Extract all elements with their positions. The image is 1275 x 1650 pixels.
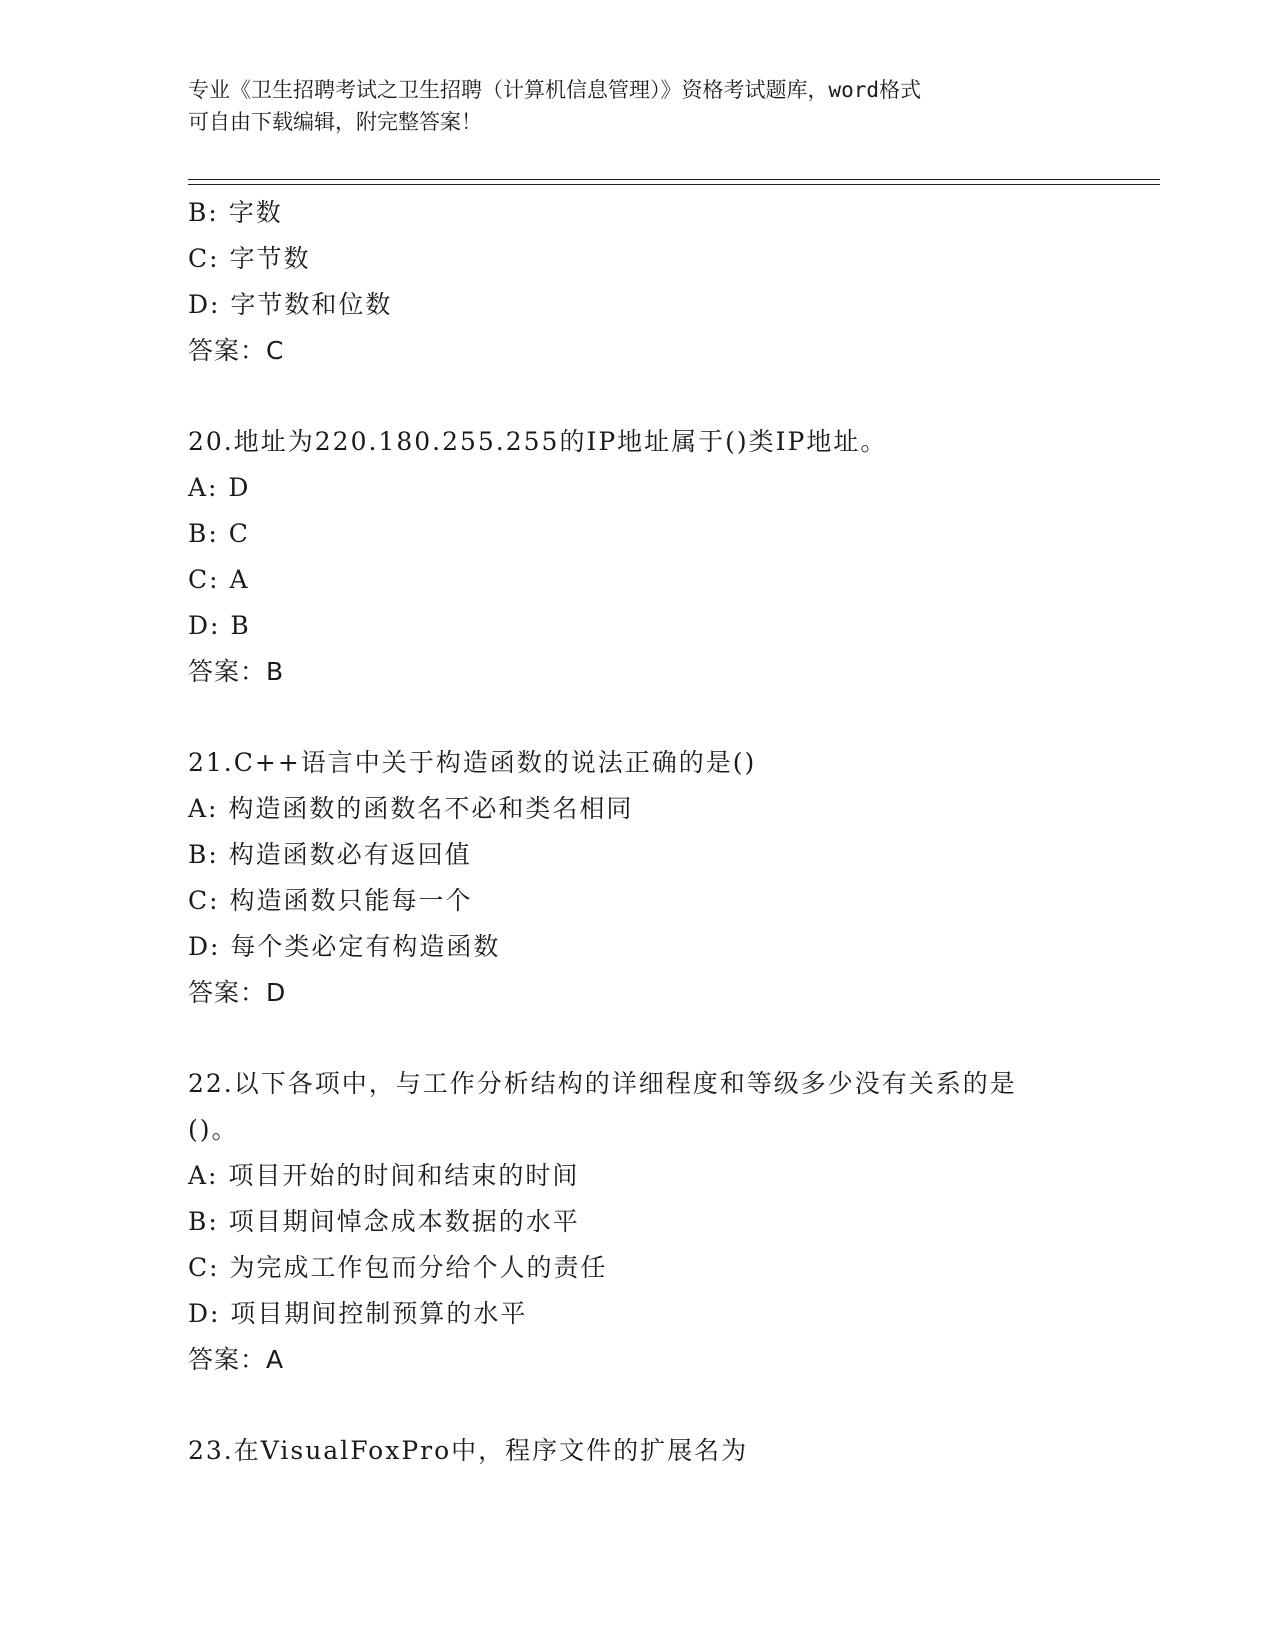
option-a: A: 项目开始的时间和结束的时间 [188, 1161, 580, 1190]
question-21 [188, 740, 1088, 1016]
option-b: B: C [188, 519, 250, 548]
question-19 [188, 190, 1088, 374]
question-title: 21.C++语言中关于构造函数的说法正确的是() [188, 748, 757, 777]
question-23 [188, 1428, 1088, 1474]
option-c: C: A [188, 565, 250, 594]
spacer [188, 695, 1088, 740]
answer: 答案：B [188, 657, 285, 686]
spacer [188, 1383, 1088, 1428]
option-b: B: 构造函数必有返回值 [188, 840, 472, 869]
header-line-2: 可自由下载编辑，附完整答案！ [188, 110, 482, 134]
option-d: D: B [188, 611, 251, 640]
option-a: A: 构造函数的函数名不必和类名相同 [188, 794, 634, 823]
header-divider-bottom [188, 184, 1160, 185]
header-line-1: 专业《卫生招聘考试之卫生招聘（计算机信息管理）》资格考试题库，word格式 [188, 78, 922, 102]
option-d: D: 每个类必定有构造函数 [188, 932, 501, 961]
spacer [188, 374, 1088, 419]
option-c: C: 构造函数只能每一个 [188, 886, 473, 915]
option-c: C: 字节数 [188, 244, 311, 273]
answer: 答案：D [188, 978, 287, 1007]
option-d: D: 项目期间控制预算的水平 [188, 1299, 528, 1328]
spacer [188, 1016, 1088, 1061]
question-title: 20.地址为220.180.255.255的IP地址属于()类IP地址。 [188, 427, 888, 456]
option-d: D: 字节数和位数 [188, 290, 393, 319]
option-b: B: 项目期间悼念成本数据的水平 [188, 1207, 580, 1236]
option-a: A: D [188, 473, 251, 502]
question-title-line-1: 22.以下各项中，与工作分析结构的详细程度和等级多少没有关系的是 [188, 1069, 1017, 1098]
header-divider-top [188, 179, 1160, 180]
question-22 [188, 1061, 1088, 1383]
document-header [188, 74, 1088, 138]
answer: 答案：A [188, 1345, 285, 1374]
option-b: B: 字数 [188, 198, 283, 227]
answer: 答案：C [188, 336, 285, 365]
question-title: 23.在VisualFoxPro中，程序文件的扩展名为 [188, 1436, 749, 1465]
question-20 [188, 419, 1088, 695]
question-title-line-2: ()。 [188, 1115, 239, 1144]
question-list [188, 190, 1088, 1474]
option-c: C: 为完成工作包而分给个人的责任 [188, 1253, 608, 1282]
